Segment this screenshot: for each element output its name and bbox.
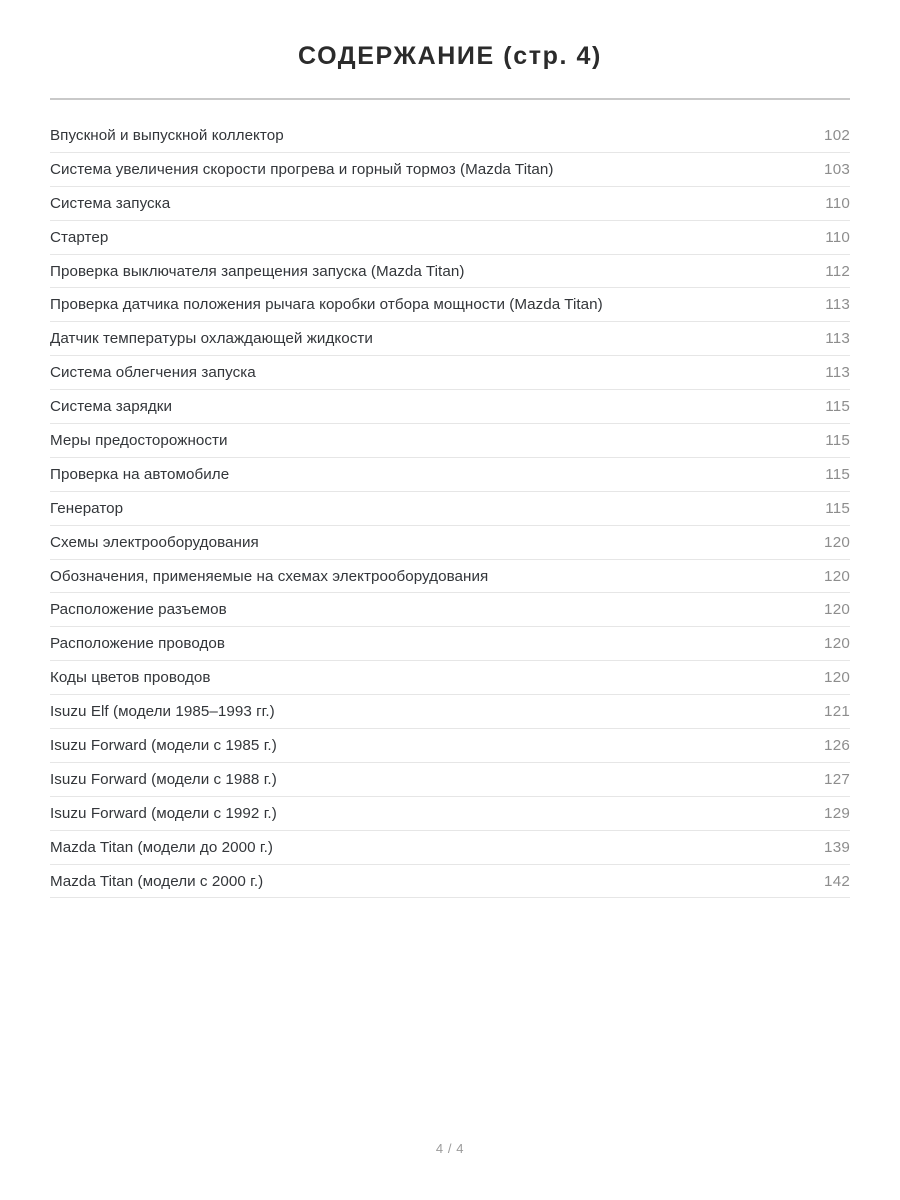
toc-entry-page-number: 110 [825,228,850,246]
toc-row[interactable] [50,288,850,322]
toc-entry-label: Проверка датчика положения рычага коробки отбора мощности (Mazda Titan) [50,296,603,314]
toc-entry-page-number: 142 [824,872,850,890]
toc-entry-page-number: 127 [824,770,850,788]
toc-entry-label: Mazda Titan (модели до 2000 г.) [50,838,273,856]
toc-entry-page-number: 120 [824,635,850,653]
toc-entry-label: Расположение разъемов [50,601,227,619]
toc-entry-label: Система зарядки [50,398,173,416]
toc-row[interactable] [50,627,850,661]
toc-entry-page-number: 120 [824,567,850,585]
toc-entry-label: Схемы электрооборудования [50,533,259,551]
header-divider [50,98,850,100]
toc-row[interactable] [50,424,850,458]
toc-row[interactable] [50,797,850,831]
toc-row[interactable] [50,458,850,492]
toc-entry-label: Isuzu Forward (модели с 1985 г.) [50,737,277,755]
toc-entry-page-number: 113 [825,296,850,314]
toc-row[interactable] [50,695,850,729]
toc-entry-page-number: 120 [824,669,850,687]
toc-row[interactable] [50,729,850,763]
toc-entry-label: Система запуска [50,194,171,212]
toc-entry-label: Проверка на автомобиле [50,465,230,483]
toc-row[interactable] [50,187,850,221]
toc-entry-label: Isuzu Forward (модели с 1992 г.) [50,804,277,822]
toc-entry-page-number: 113 [825,330,850,348]
toc-row[interactable] [50,390,850,424]
toc-entry-label: Isuzu Elf (модели 1985–1993 гг.) [50,703,275,721]
toc-entry-label: Стартер [50,228,109,246]
toc-row[interactable] [50,763,850,797]
toc-entry-page-number: 103 [824,160,850,178]
toc-entry-page-number: 115 [825,432,850,450]
toc-entry-label: Mazda Titan (модели с 2000 г.) [50,872,264,890]
toc-row[interactable] [50,119,850,153]
toc-entry-label: Проверка выключателя запрещения запуска (Mazda Titan) [50,262,465,280]
toc-entry-label: Обозначения, применяемые на схемах электрооборудования [50,567,489,585]
toc-entry-label: Датчик температуры охлаждающей жидкости [50,330,373,348]
toc-entry-label: Коды цветов проводов [50,669,211,687]
toc-row[interactable] [50,221,850,255]
toc-entry-label: Впускной и выпускной коллектор [50,127,284,144]
toc-entry-page-number: 102 [824,127,850,144]
toc-entry-page-number: 110 [825,194,850,212]
toc-row[interactable] [50,322,850,356]
toc-row[interactable] [50,356,850,390]
toc-row[interactable] [50,831,850,865]
toc-entry-label: Система облегчения запуска [50,364,256,382]
toc-row[interactable] [50,153,850,187]
toc-entry-label: Isuzu Forward (модели с 1988 г.) [50,770,277,788]
toc-row[interactable] [50,560,850,594]
toc-entry-page-number: 129 [824,804,850,822]
footer-pagination: 4 / 4 [435,1141,465,1156]
page-title: СОДЕРЖАНИЕ (стр. 4) [298,42,602,70]
toc-entry-page-number: 120 [824,533,850,551]
toc-entry-label: Система увеличения скорости прогрева и горный тормоз (Mazda Titan) [50,160,554,178]
toc-entry-label: Генератор [50,499,124,517]
toc-row[interactable] [50,593,850,627]
toc-row[interactable] [50,526,850,560]
toc-entry-page-number: 115 [825,499,850,517]
toc-entry-page-number: 139 [824,838,850,856]
toc-row[interactable] [50,865,850,899]
toc-entry-page-number: 113 [825,364,850,382]
toc-entry-page-number: 120 [824,601,850,619]
toc-row[interactable] [50,492,850,526]
toc-entry-page-number: 115 [825,465,850,483]
toc-entry-label: Расположение проводов [50,635,226,653]
toc-entry-page-number: 126 [824,737,850,755]
toc-entry-page-number: 121 [824,703,850,721]
toc-entry-page-number: 115 [825,398,850,416]
toc-row[interactable] [50,255,850,289]
toc-list [50,119,850,898]
toc-entry-page-number: 112 [825,262,850,280]
toc-row[interactable] [50,661,850,695]
toc-entry-label: Меры предосторожности [50,432,228,450]
